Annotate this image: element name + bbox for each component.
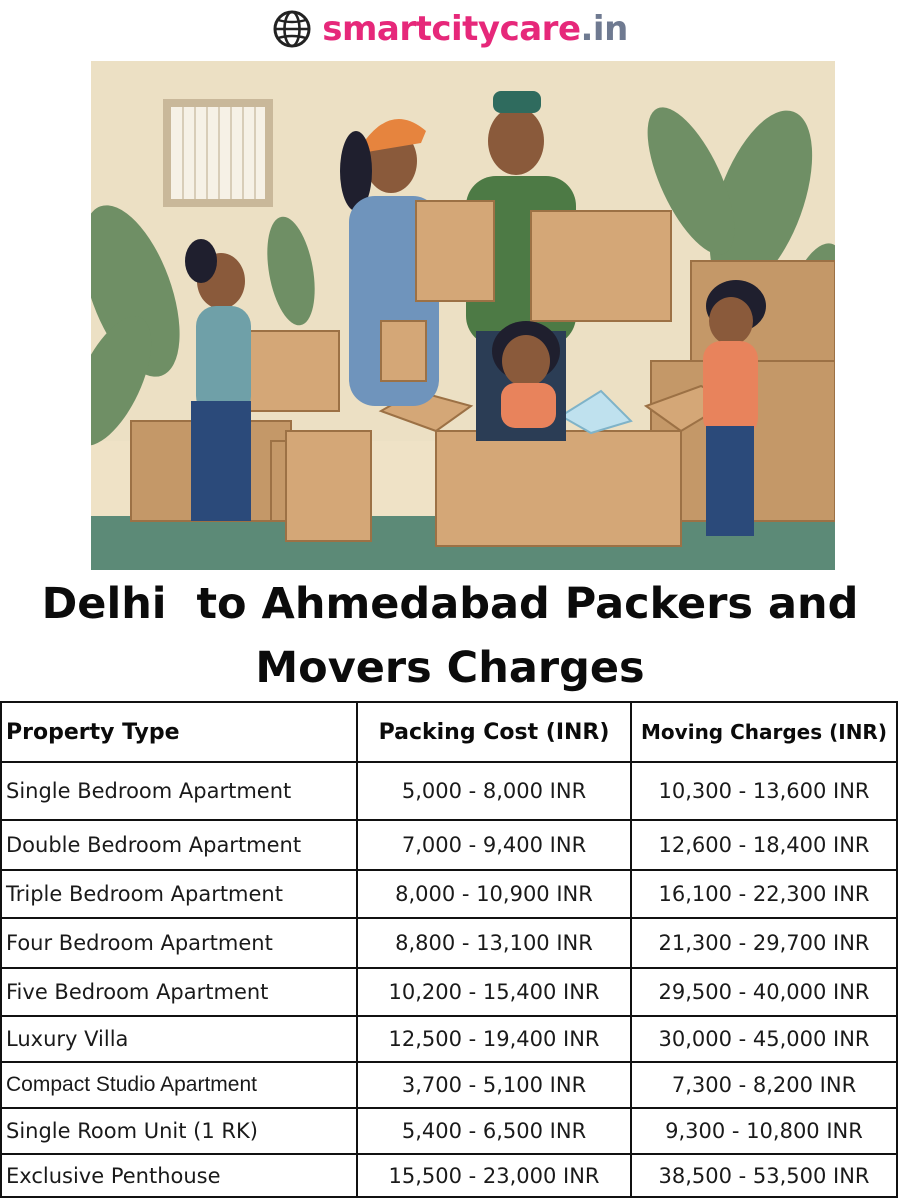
- table-row: [2, 1109, 896, 1155]
- property-type-cell: Five Bedroom Apartment: [6, 980, 269, 1004]
- family-moving-illustration: [91, 61, 835, 570]
- property-type-cell: Luxury Villa: [6, 1027, 129, 1051]
- packing-cost-cell: 10,200 - 15,400 INR: [356, 969, 630, 1015]
- packing-cost-cell: 12,500 - 19,400 INR: [356, 1017, 630, 1061]
- header-packing-cost: Packing Cost (INR): [356, 703, 630, 761]
- table-row: [2, 1017, 896, 1063]
- property-type-cell: Triple Bedroom Apartment: [6, 882, 283, 906]
- packing-cost-cell: 3,700 - 5,100 INR: [356, 1063, 630, 1107]
- moving-charges-cell: 9,300 - 10,800 INR: [630, 1109, 896, 1153]
- table-row: [2, 969, 896, 1017]
- page-title: Delhi to Ahmedabad Packers and Movers Charges: [41, 579, 859, 693]
- globe-icon: [272, 9, 312, 49]
- moving-charges-cell: 7,300 - 8,200 INR: [630, 1063, 896, 1107]
- property-type-cell: Single Room Unit (1 RK): [6, 1119, 258, 1143]
- table-row: [2, 763, 896, 821]
- table-row: [2, 821, 896, 871]
- moving-charges-cell: 38,500 - 53,500 INR: [630, 1155, 896, 1196]
- table-row: [2, 871, 896, 919]
- header-property-type: Property Type: [6, 719, 180, 745]
- property-type-cell: Compact Studio Apartment: [6, 1073, 257, 1096]
- moving-charges-cell: 12,600 - 18,400 INR: [630, 821, 896, 869]
- table-row: [2, 919, 896, 969]
- moving-charges-cell: 16,100 - 22,300 INR: [630, 871, 896, 917]
- property-type-cell: Double Bedroom Apartment: [6, 833, 302, 857]
- packing-cost-cell: 5,000 - 8,000 INR: [356, 763, 630, 819]
- brand-name: smartcitycare.in: [322, 9, 628, 49]
- moving-charges-cell: 30,000 - 45,000 INR: [630, 1017, 896, 1061]
- property-type-cell: Exclusive Penthouse: [6, 1163, 221, 1188]
- table-header-row: [2, 703, 896, 763]
- site-brand: [0, 0, 900, 58]
- moving-charges-cell: 29,500 - 40,000 INR: [630, 969, 896, 1015]
- packing-cost-cell: 5,400 - 6,500 INR: [356, 1109, 630, 1153]
- packing-cost-cell: 15,500 - 23,000 INR: [356, 1155, 630, 1196]
- moving-charges-cell: 10,300 - 13,600 INR: [630, 763, 896, 819]
- property-type-cell: Four Bedroom Apartment: [6, 931, 273, 955]
- packing-cost-cell: 7,000 - 9,400 INR: [356, 821, 630, 869]
- table-row: [2, 1063, 896, 1109]
- moving-charges-cell: 21,300 - 29,700 INR: [630, 919, 896, 967]
- charges-table: [0, 701, 898, 1198]
- table-row: [2, 1155, 896, 1196]
- packing-cost-cell: 8,800 - 13,100 INR: [356, 919, 630, 967]
- header-moving-charges: Moving Charges (INR): [630, 703, 896, 761]
- packing-cost-cell: 8,000 - 10,900 INR: [356, 871, 630, 917]
- property-type-cell: Single Bedroom Apartment: [6, 779, 292, 803]
